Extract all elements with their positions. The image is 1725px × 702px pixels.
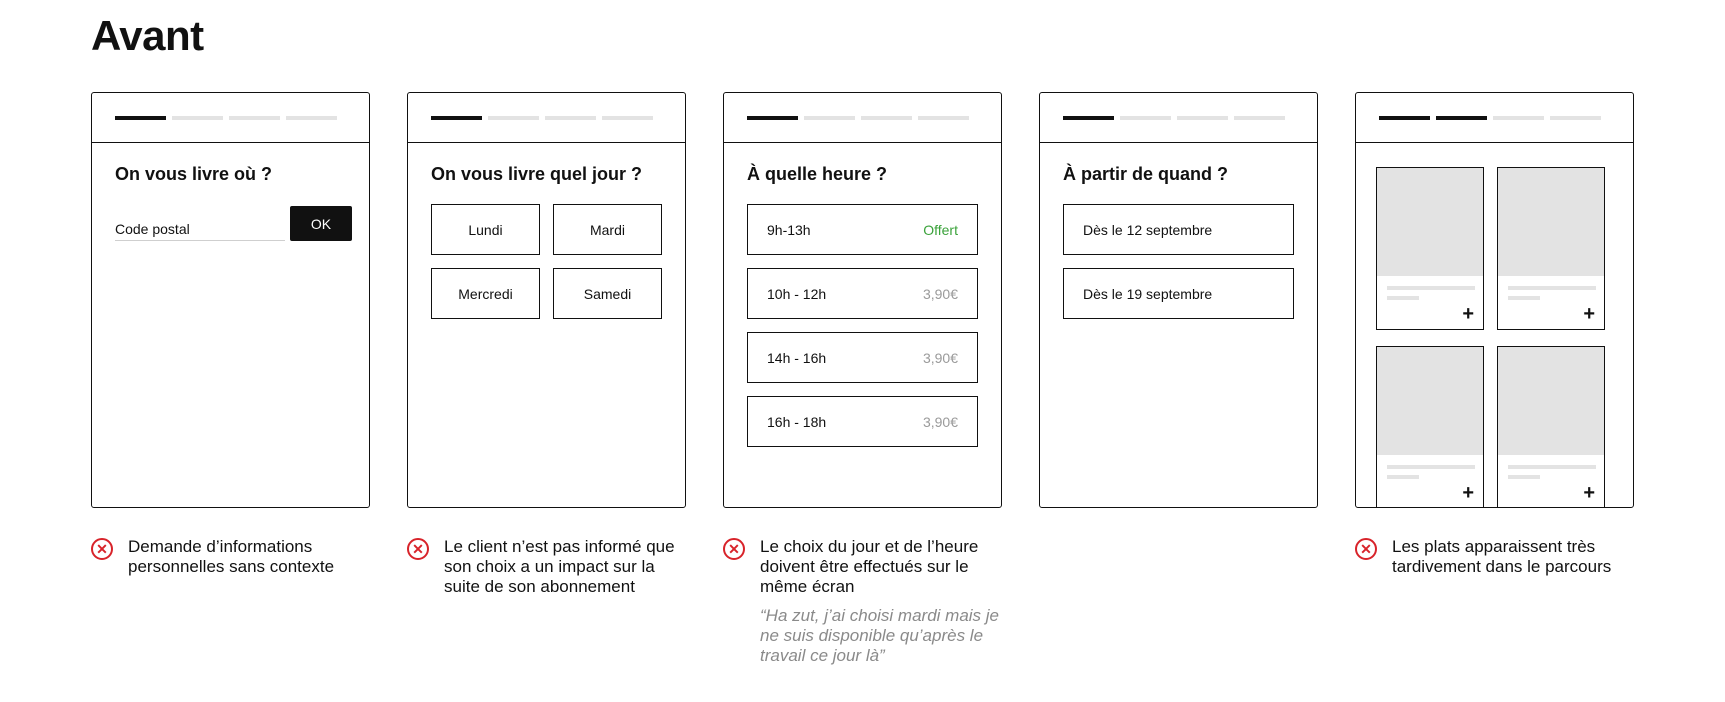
progress-segment-done	[1063, 116, 1114, 120]
screen-header	[1040, 93, 1317, 143]
time-slot-option[interactable]	[747, 396, 978, 447]
progress-segment-done	[1436, 116, 1487, 120]
error-circle-icon: ✕	[1355, 538, 1377, 560]
screen-header	[408, 93, 685, 143]
dish-subtitle-placeholder	[1508, 475, 1540, 479]
progress-segment-pending	[545, 116, 596, 120]
plus-icon[interactable]: +	[1462, 303, 1474, 325]
time-slot-label: 10h - 12h	[767, 285, 827, 302]
dish-image-placeholder	[1377, 168, 1483, 276]
error-circle-icon: ✕	[91, 538, 113, 560]
screen-time	[723, 92, 1002, 508]
progress-segment-pending	[861, 116, 912, 120]
time-slot-label: 16h - 18h	[767, 413, 827, 430]
ok-button[interactable]: OK	[290, 206, 352, 241]
note-text: Les plats apparaissent très tardivement dans le parcours	[1392, 537, 1612, 576]
day-option-lundi[interactable]: Lundi	[431, 204, 540, 255]
screen-question: À quelle heure ?	[747, 164, 888, 184]
error-circle-icon: ✕	[407, 538, 429, 560]
time-slot-price: 3,90€	[922, 413, 958, 430]
progress-segment-pending	[918, 116, 969, 120]
page-title: Avant	[91, 12, 204, 59]
time-slot-label: 9h-13h	[767, 221, 811, 238]
plus-icon[interactable]: +	[1583, 482, 1595, 504]
progress-bar	[115, 116, 337, 120]
dish-image-placeholder	[1498, 347, 1604, 455]
progress-segment-done	[115, 116, 166, 120]
progress-segment-pending	[602, 116, 653, 120]
dish-card[interactable]	[1376, 346, 1484, 508]
time-slot-option[interactable]	[747, 332, 978, 383]
progress-segment-done	[1379, 116, 1430, 120]
note-text: Demande d’informations personnelles sans contexte	[128, 537, 335, 576]
progress-bar	[431, 116, 653, 120]
dish-subtitle-placeholder	[1387, 296, 1419, 300]
progress-bar	[1379, 116, 1601, 120]
dish-card[interactable]	[1376, 167, 1484, 330]
dish-title-placeholder	[1508, 286, 1596, 290]
day-option-mercredi[interactable]: Mercredi	[431, 268, 540, 319]
progress-bar	[1063, 116, 1285, 120]
screen-header	[724, 93, 1001, 143]
time-slot-option[interactable]	[747, 268, 978, 319]
start-date-label: Dès le 12 septembre	[1083, 221, 1213, 238]
time-slot-option[interactable]	[747, 204, 978, 255]
dish-card[interactable]	[1497, 346, 1605, 508]
time-slot-label: 14h - 16h	[767, 349, 827, 366]
dish-title-placeholder	[1387, 465, 1475, 469]
dish-subtitle-placeholder	[1387, 475, 1419, 479]
error-circle-icon: ✕	[723, 538, 745, 560]
user-quote: “Ha zut, j’ai choisi mardi mais je ne suis disponible qu’après le travail ce jour là”	[760, 606, 1000, 665]
screen-header	[92, 93, 369, 143]
screen-postal-code	[91, 92, 370, 508]
screen-header	[1356, 93, 1633, 143]
screen-dishes	[1355, 92, 1634, 508]
day-option-samedi[interactable]: Samedi	[553, 268, 662, 319]
time-slot-price: Offert	[923, 221, 958, 238]
start-date-option[interactable]	[1063, 268, 1294, 319]
dish-card[interactable]	[1497, 167, 1605, 330]
progress-segment-pending	[488, 116, 539, 120]
plus-icon[interactable]: +	[1583, 303, 1595, 325]
start-date-label: Dès le 19 septembre	[1083, 285, 1213, 302]
progress-segment-pending	[804, 116, 855, 120]
progress-segment-pending	[286, 116, 337, 120]
screen-question: On vous livre où ?	[115, 164, 273, 184]
time-slot-price: 3,90€	[922, 285, 958, 302]
screen-question: À partir de quand ?	[1063, 164, 1229, 184]
dish-image-placeholder	[1498, 168, 1604, 276]
dish-subtitle-placeholder	[1508, 296, 1540, 300]
progress-segment-pending	[172, 116, 223, 120]
dish-image-placeholder	[1377, 347, 1483, 455]
postal-code-input[interactable]: Code postal	[115, 217, 285, 241]
progress-segment-pending	[229, 116, 280, 120]
plus-icon[interactable]: +	[1462, 482, 1474, 504]
screen-question: On vous livre quel jour ?	[431, 164, 643, 184]
screen-start-date	[1039, 92, 1318, 508]
note-text: Le client n’est pas informé que son choix a un impact sur la suite de son abonnement	[444, 537, 675, 596]
day-option-mardi[interactable]: Mardi	[553, 204, 662, 255]
progress-segment-done	[747, 116, 798, 120]
screen-day	[407, 92, 686, 508]
progress-segment-done	[431, 116, 482, 120]
start-date-option[interactable]	[1063, 204, 1294, 255]
dish-title-placeholder	[1387, 286, 1475, 290]
progress-segment-pending	[1234, 116, 1285, 120]
dish-title-placeholder	[1508, 465, 1596, 469]
progress-segment-pending	[1550, 116, 1601, 120]
progress-segment-pending	[1120, 116, 1171, 120]
progress-segment-pending	[1177, 116, 1228, 120]
time-slot-price: 3,90€	[922, 349, 958, 366]
progress-bar	[747, 116, 969, 120]
progress-segment-pending	[1493, 116, 1544, 120]
note-text: Le choix du jour et de l’heure doivent être effectués sur le même écran	[760, 537, 979, 596]
